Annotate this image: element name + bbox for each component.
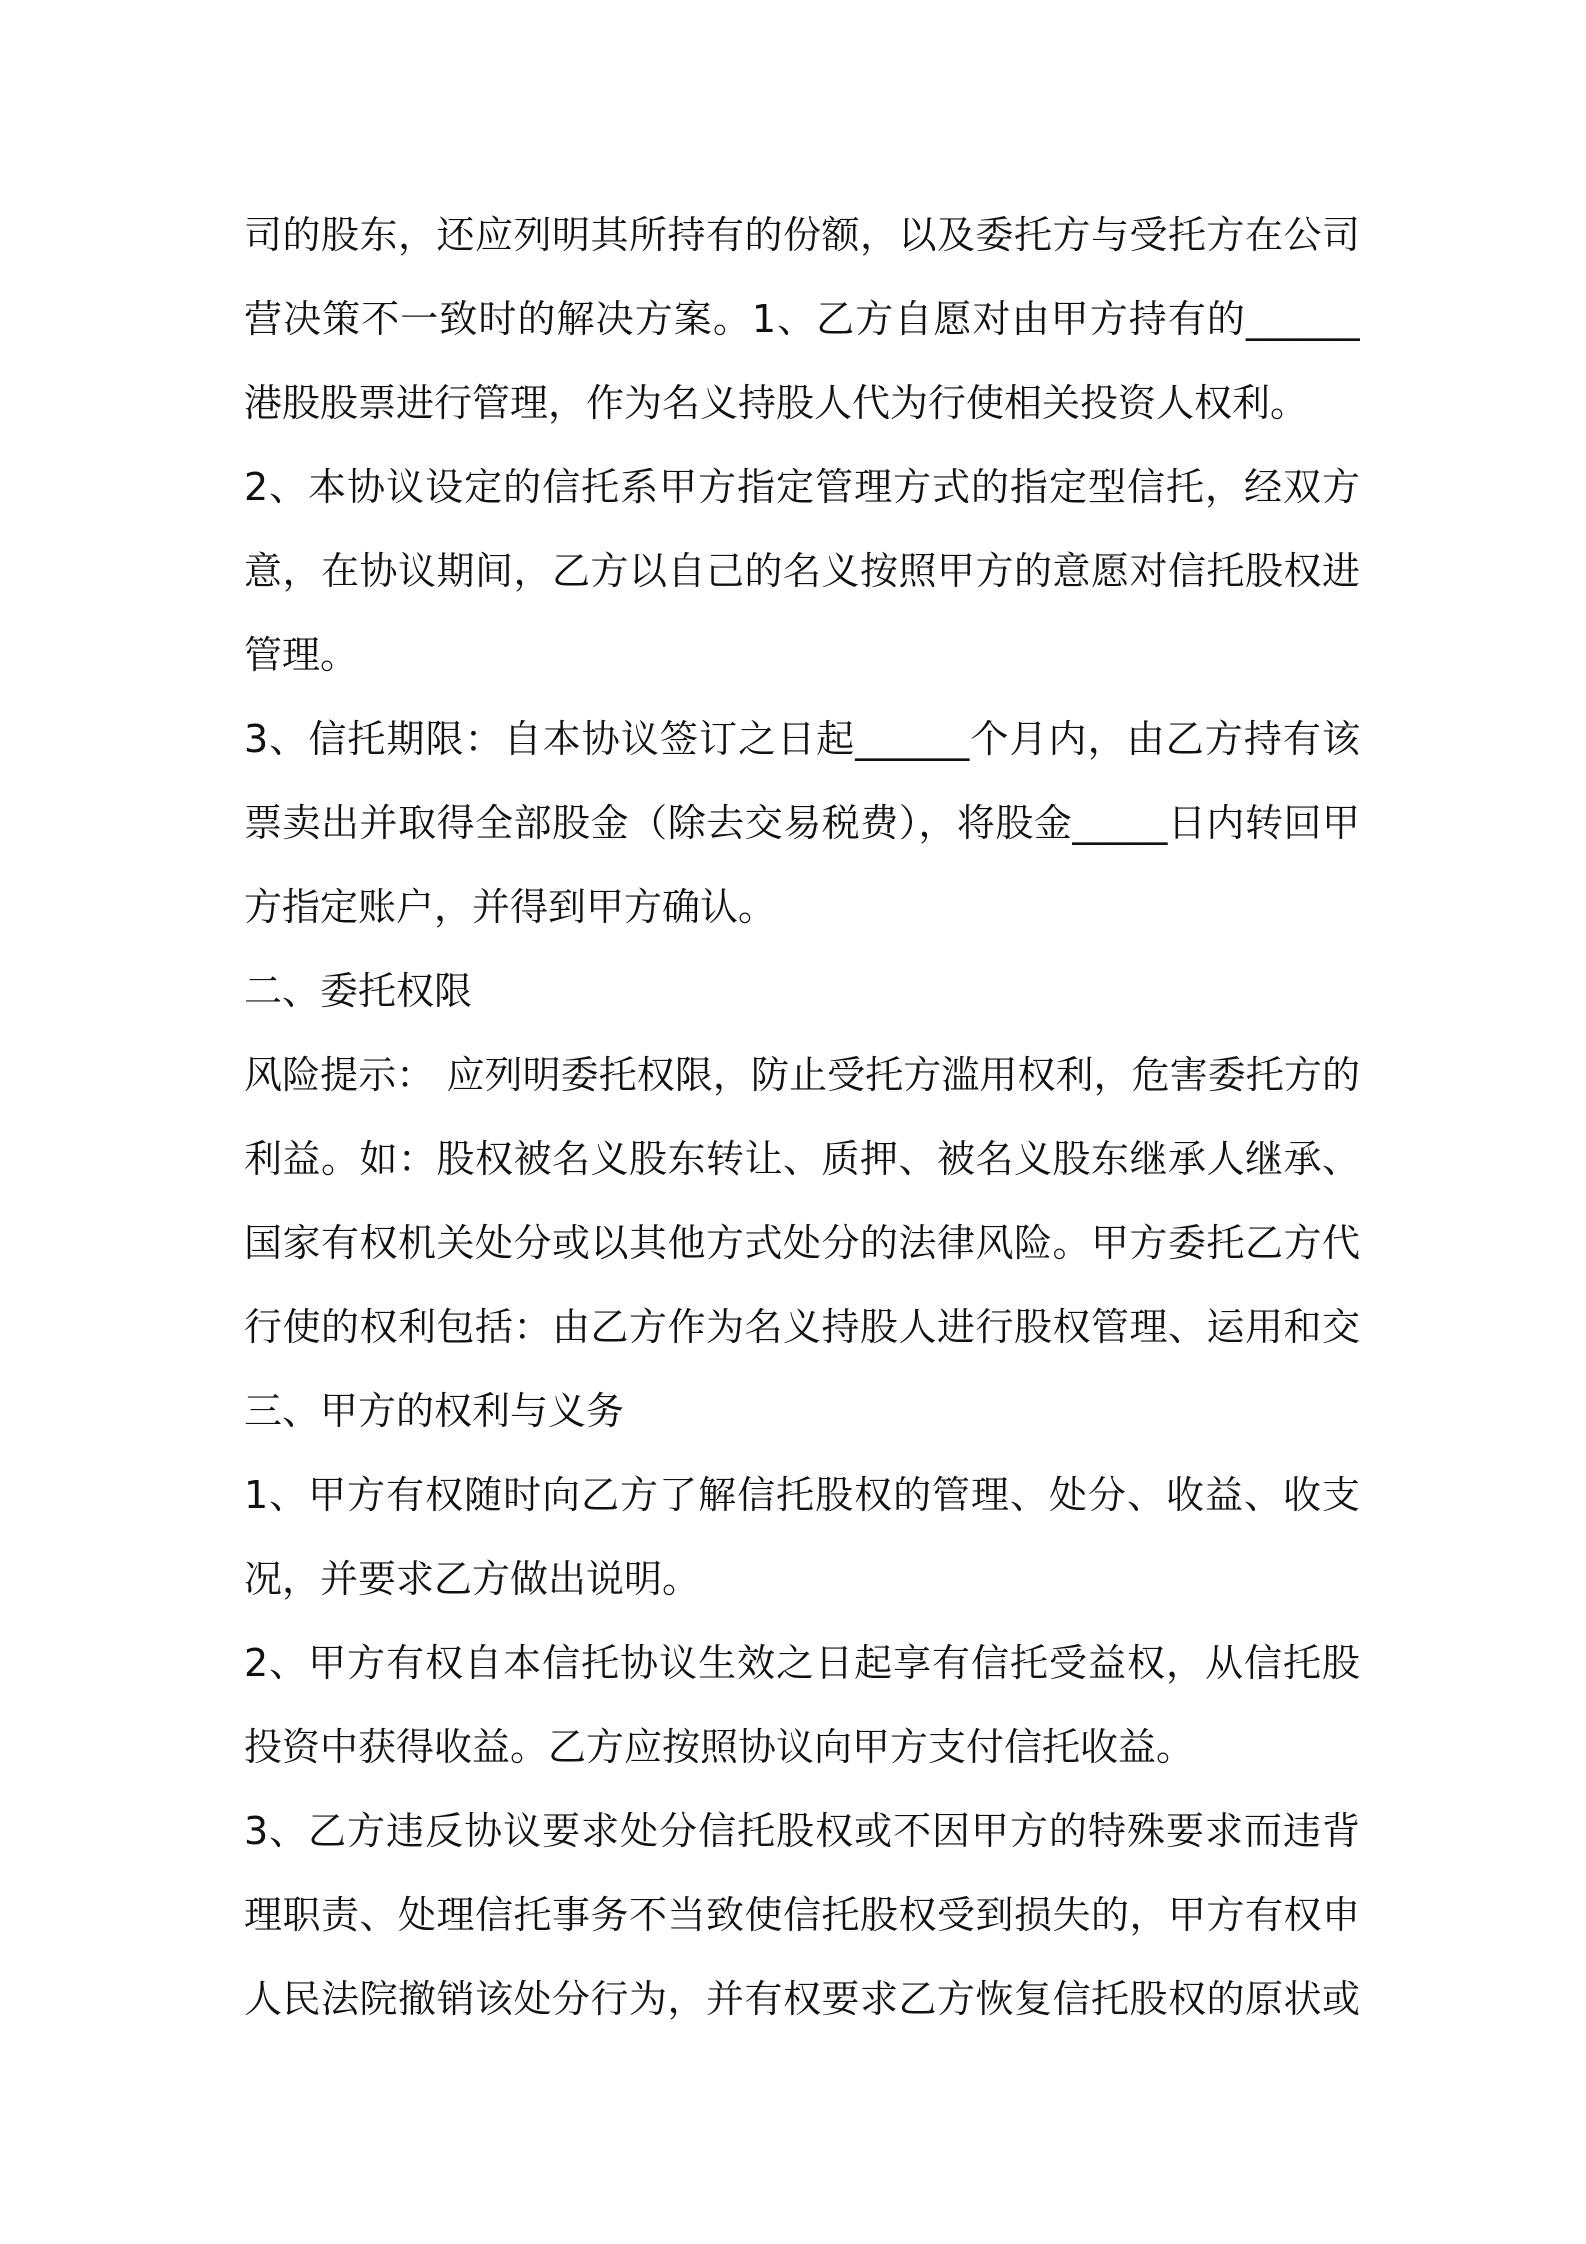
text-line-20: 3、乙方违反协议要求处分信托股权或不因甲方的特殊要求而违背	[244, 1809, 1360, 1853]
text-line-22: 人民法院撤销该处分行为，并有权要求乙方恢复信托股权的原状或	[244, 1977, 1360, 2021]
section-heading-2: 二、委托权限	[244, 969, 473, 1013]
document-body	[244, 193, 1360, 2041]
text-line-13: 国家有权机关处分或以其他方式处分的法律风险。甲方委托乙方代	[244, 1221, 1360, 1265]
text-line-12: 利益。如：股权被名义股东转让、质押、被名义股东继承人继承、	[244, 1137, 1360, 1181]
text-line-7: 3、信托期限：自本协议签订之日起______个月内，由乙方持有该	[244, 717, 1360, 761]
text-line-19: 投资中获得收益。乙方应按照协议向甲方支付信托收益。	[244, 1725, 1195, 1769]
text-line-6: 管理。	[244, 633, 359, 677]
text-line-4: 2、本协议设定的信托系甲方指定管理方式的指定型信托，经双方	[244, 465, 1360, 509]
text-line-21: 理职责、处理信托事务不当致使信托股权受到损失的，甲方有权申	[244, 1893, 1360, 1937]
text-line-2: 营决策不一致时的解决方案。1、乙方自愿对由甲方持有的______	[244, 297, 1360, 341]
section-heading-3: 三、甲方的权利与义务	[244, 1389, 625, 1433]
text-line-1: 司的股东，还应列明其所持有的份额，以及委托方与受托方在公司	[244, 213, 1360, 257]
text-line-3: 港股股票进行管理，作为名义持股人代为行使相关投资人权利。	[244, 381, 1309, 425]
text-line-11: 风险提示： 应列明委托权限，防止受托方滥用权利，危害委托方的	[244, 1053, 1360, 1097]
text-line-8: 票卖出并取得全部股金（除去交易税费），将股金_____日内转回甲	[244, 801, 1360, 845]
text-line-18: 2、甲方有权自本信托协议生效之日起享有信托受益权，从信托股	[244, 1641, 1360, 1685]
text-line-14: 行使的权利包括：由乙方作为名义持股人进行股权管理、运用和交	[244, 1305, 1360, 1349]
text-line-16: 1、甲方有权随时向乙方了解信托股权的管理、处分、收益、收支	[244, 1473, 1360, 1517]
text-line-9: 方指定账户，并得到甲方确认。	[244, 885, 777, 929]
text-line-17: 况，并要求乙方做出说明。	[244, 1557, 701, 1601]
text-line-5: 意，在协议期间，乙方以自己的名义按照甲方的意愿对信托股权进	[244, 549, 1360, 593]
